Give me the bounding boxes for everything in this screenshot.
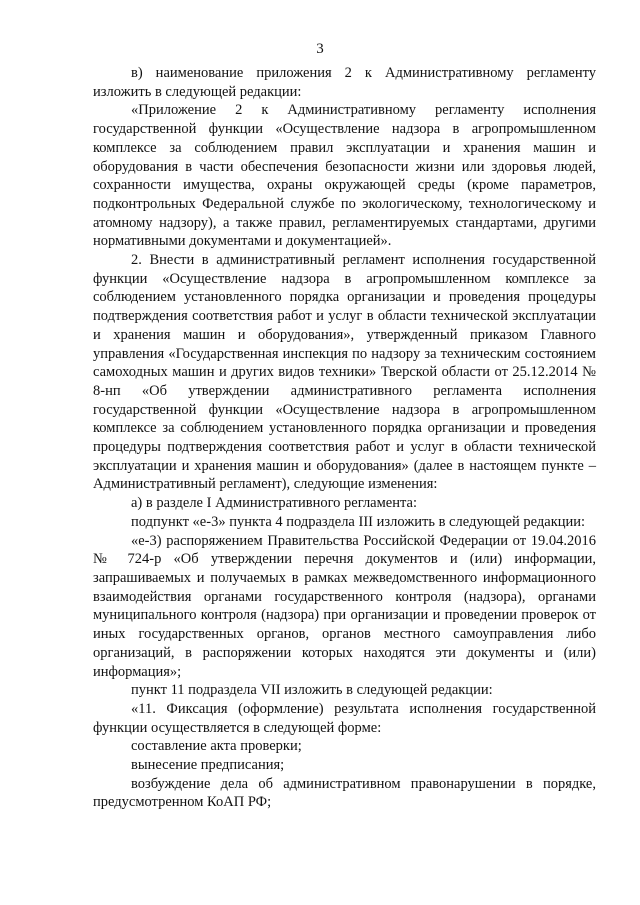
paragraph: в) наименование приложения 2 к Административному регламенту изложить в следующей редакции:	[93, 65, 596, 100]
paragraph: «Приложение 2 к Административному регламенту исполнения государственной функции «Осуществление надзора в агропромышленном комплексе за соблюдением правил эксплуатации и хранения машин и оборудования в части обеспечения безопасности жизни или здоровья людей, сохранности имущества, охраны окружающей среды (кроме параметров, подконтрольных Федеральной службе по экологическому, технологическому и атомному надзору), а также правил, регламентируемых стандартами, другими нормативными документами и документацией».	[93, 102, 596, 250]
paragraph: «11. Фиксация (оформление) результата исполнения государственной функции осуществляется в следующей форме:	[93, 700, 596, 736]
paragraph: пункт 11 подраздела VII изложить в следующей редакции:	[131, 682, 493, 699]
paragraph: составление акта проверки;	[131, 738, 302, 755]
paragraph: подпункт «е-3» пункта 4 подраздела III изложить в следующей редакции:	[131, 513, 586, 530]
paragraph: вынесение предписания;	[131, 757, 285, 774]
paragraph: возбуждение дела об административном правонарушении в порядке, предусмотренном КоАП РФ;	[93, 775, 596, 811]
paragraph: 2. Внести в административный регламент исполнения государственной функции «Осуществление надзора в агропромышленном комплексе за соблюдением установленного порядка организации и проведения процедуры подтверждения соответствия работ и услуг в области технической эксплуатации и хранения машин и оборудования», утвержденный приказом Главного управления «Государственная инспекция по надзору за техническим состоянием самоходных машин и других видов техники» Тверской области от 25.12.2014 № 8-нп «Об утверждении административного регламента исполнения государственной функции «Осуществление надзора в агропромышленном комплексе за соблюдением установленного порядка организации и проведения процедуры подтверждения соответствия работ и услуг в области технической эксплуатации и хранения машин и оборудования» (далее в настоящем пункте – Административный регламент), следующие изменения:	[93, 252, 596, 493]
document-body	[93, 64, 596, 812]
page-number: 3	[316, 41, 324, 57]
paragraph: а) в разделе I Административного регламента:	[131, 495, 417, 512]
paragraph: «е-3) распоряжением Правительства Российской Федерации от 19.04.2016 № 724-р «Об утверждении перечня документов и (или) информации, запрашиваемых и получаемых в рамках межведомственного информационного взаимодействия органами государственного контроля (надзора), органами муниципального контроля (надзора) при организации и проведении проверок от иных государственных органов, органов местного самоуправления либо организаций, в распоряжении которых находятся эти документы и (или) информация»;	[93, 532, 596, 680]
